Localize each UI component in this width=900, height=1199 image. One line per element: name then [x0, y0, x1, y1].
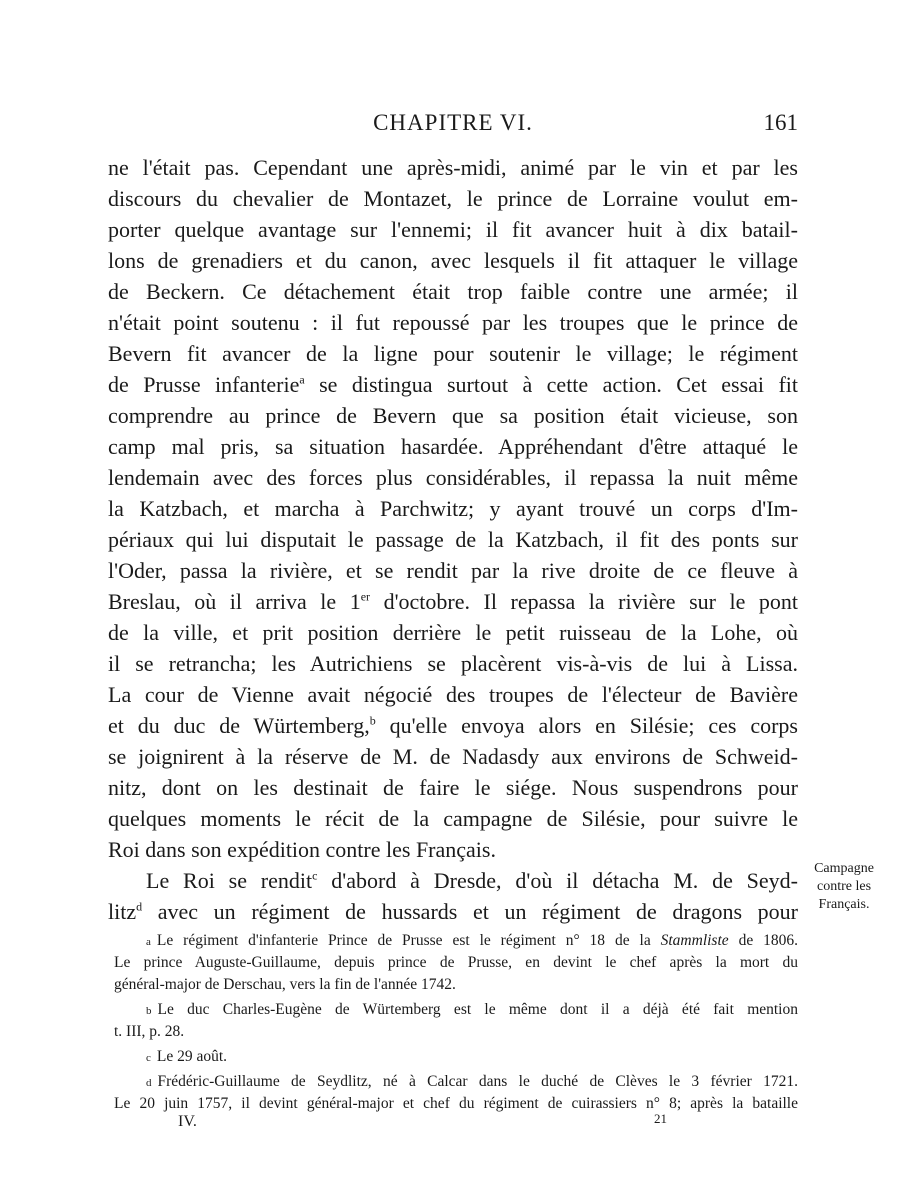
- text-line: périaux qui lui disputait le passage de la Katzbach, il fit des ponts sur: [108, 527, 798, 552]
- text-line: de la ville, et prit position derrière le petit ruisseau de la Lohe, où: [108, 620, 798, 645]
- main-text: [108, 152, 798, 927]
- text-line: ne l'était pas. Cependant une après-midi, animé par le vin et par les: [108, 155, 798, 180]
- text-line: Roi dans son expédition contre les Français.: [108, 837, 496, 862]
- text-line: de Beckern. Ce détachement était trop faible contre une armée; il: [108, 279, 798, 304]
- footnote-line: général-major de Derschau, vers la fin de l'année 1742.: [114, 976, 456, 993]
- text-line: Bevern fit avancer de la ligne pour soutenir le village; le régiment: [108, 341, 798, 366]
- text-line: lendemain avec des forces plus considérables, il repassa la nuit même: [108, 465, 798, 490]
- footnote-a: a Le régiment d'infanterie Prince de Prusse est le régiment n° 18 de la Stammliste de 1806.: [146, 932, 798, 949]
- footnote-b: b Le duc Charles-Eugène de Würtemberg est le même dont il a déjà été fait mention: [146, 1001, 798, 1018]
- footnote-line: Le 20 juin 1757, il devint général-major et chef du régiment de cuirassiers n° 8; après la bataille: [114, 1095, 798, 1112]
- text-line: de Prusse infanterie$^a$ se distingua surtout à cette action. Cet essai fit: [108, 372, 799, 397]
- text-line: nitz, dont on les destinait de faire le siége. Nous suspendrons pour: [108, 775, 798, 800]
- text-line: discours du chevalier de Montazet, le prince de Lorraine voulut em-: [108, 186, 798, 211]
- footnote-line: Le prince Auguste-Guillaume, depuis prince de Prusse, en devint le chef après la mort du: [114, 954, 798, 971]
- text-line: comprendre au prince de Bevern que sa position était vicieuse, son: [108, 403, 798, 428]
- footnote-c: c Le 29 août.: [146, 1048, 228, 1065]
- text-line: lons de grenadiers et du canon, avec lesquels il fit attaquer le village: [108, 248, 798, 273]
- text-line: se joignirent à la réserve de M. de Nadasdy aux environs de Schweid-: [108, 744, 798, 769]
- margin-note: Campagne contre les Français.: [814, 861, 874, 912]
- footnote-ref-b: b: [369, 713, 376, 728]
- text-line: il se retrancha; les Autrichiens se placèrent vis-à-vis de lui à Lissa.: [108, 651, 798, 676]
- text-line: porter quelque avantage sur l'ennemi; il fit avancer huit à dix batail-: [108, 217, 798, 242]
- text-line: la Katzbach, et marcha à Parchwitz; y ayant trouvé un corps d'Im-: [108, 496, 798, 521]
- footnote-ref-a: a: [299, 372, 305, 387]
- footnote-line: t. III, p. 28.: [114, 1023, 185, 1040]
- footnote-ref-d: d: [136, 899, 143, 914]
- text-line: l'Oder, passa la rivière, et se rendit par la rive droite de ce fleuve à: [108, 558, 798, 583]
- text-line: litz$^d$ avec un régiment de hussards et un régiment de dragons pour: [108, 899, 798, 924]
- text-line: Le Roi se rendit$^c$ d'abord à Dresde, d'où il détacha M. de Seyd-: [146, 868, 798, 893]
- footnote-d: d Frédéric-Guillaume de Seydlitz, né à Calcar dans le duché de Clèves le 3 février 1721.: [146, 1073, 798, 1090]
- signature-mark: IV.: [178, 1113, 197, 1130]
- chapter-title: CHAPITRE VI.: [373, 110, 533, 135]
- text-line: et du duc de Würtemberg,$^b$ qu'elle envoya alors en Silésie; ces corps: [108, 713, 798, 738]
- footnote-ref-c: c: [312, 868, 318, 883]
- running-header: [108, 110, 798, 144]
- footnotes: [114, 930, 798, 1115]
- text-line: quelques moments le récit de la campagne de Silésie, pour suivre le: [108, 806, 798, 831]
- sheet-number: 21: [654, 1111, 667, 1126]
- text-line: camp mal pris, sa situation hasardée. Appréhendant d'être attaqué le: [108, 434, 798, 459]
- text-line: Breslau, où il arriva le 1er d'octobre. Il repassa la rivière sur le pont: [108, 589, 799, 614]
- page-number: 161: [763, 110, 798, 135]
- text-line: La cour de Vienne avait négocié des troupes de l'électeur de Bavière: [108, 682, 798, 707]
- text-line: n'était point soutenu : il fut repoussé par les troupes que le prince de: [108, 310, 798, 335]
